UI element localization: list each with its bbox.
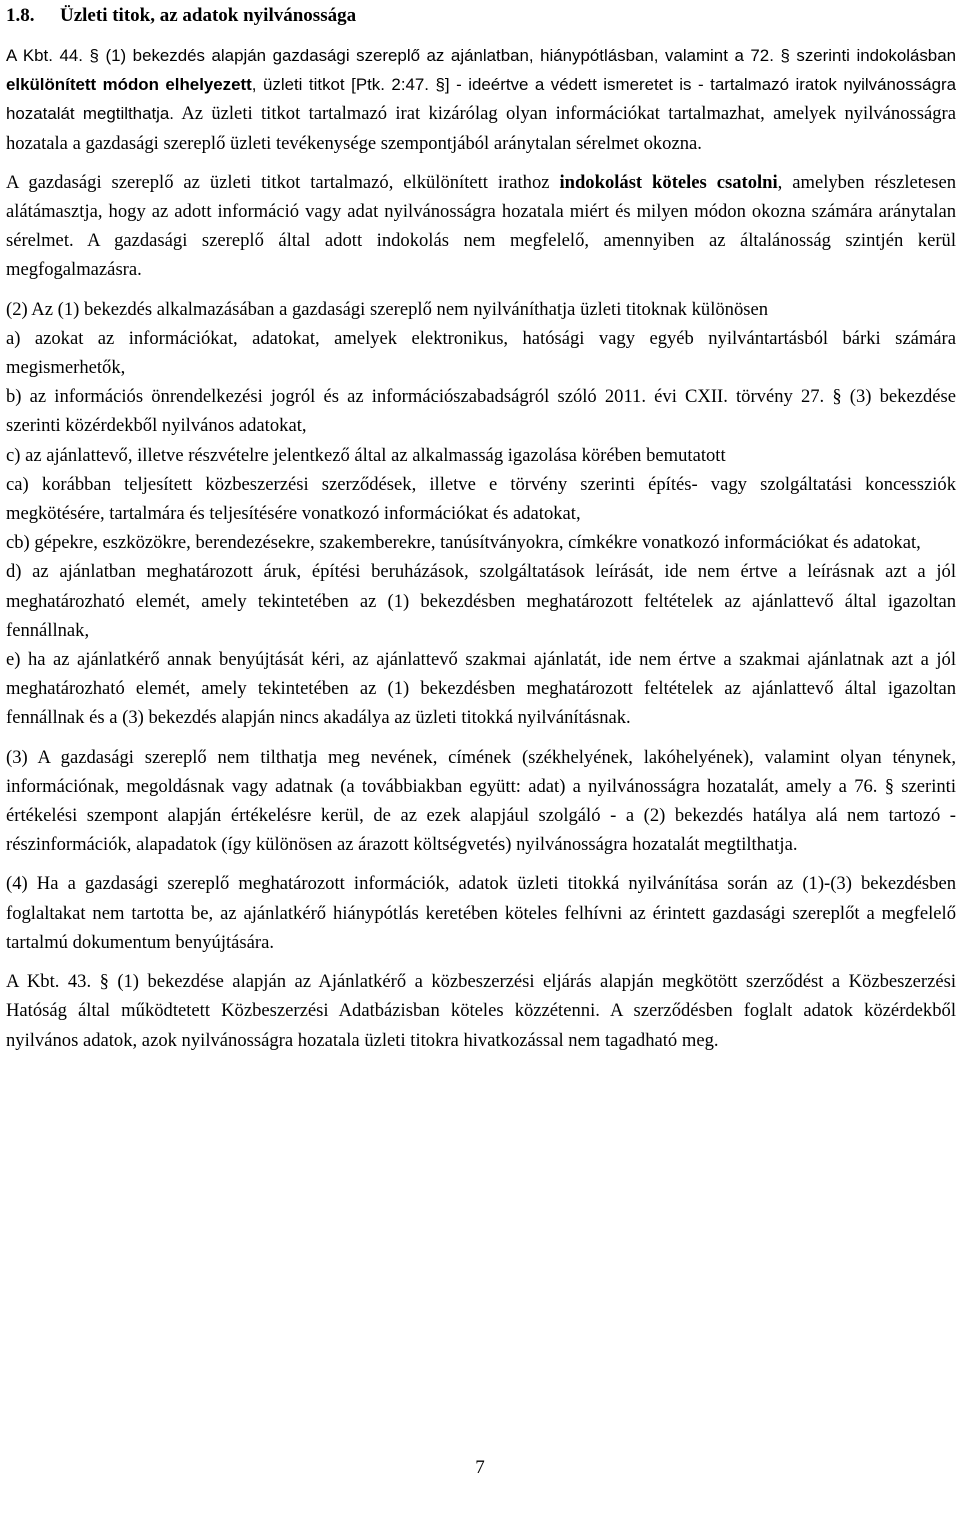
paragraph-indokolas	[6, 168, 956, 285]
document-body	[6, 1, 956, 1055]
list-item-c: c) az ajánlattevő, illetve részvételre jelentkező által az alkalmasság igazolása körében bemutatott	[6, 444, 726, 466]
section-heading	[6, 1, 956, 31]
list-item-ca: ca) korábban teljesített közbeszerzési szerződések, illetve e törvény szerinti építés- vagy szolgáltatási koncessziók megkötésére, tartalmára és teljesítésére vonatkozó információkat és adatokat,	[6, 473, 956, 525]
list-item-cb: cb) gépekre, eszközökre, berendezésekre, szakemberekre, tanúsítványokra, címkékre vonatkozó információkat és adatokat,	[6, 532, 921, 554]
paragraph-3: (3) A gazdasági szereplő nem tilthatja meg nevének, címének (székhelyének, lakóhelyének), valamint olyan ténynek, információnak, megoldásnak vagy adatnak (a továbbiakban együtt: adat) a nyilvánosságra hozatalát, amely a 76. § szerinti értékelési szempont alapján értékelésre kerül, de az ezek alapjául szolgáló - a (2) bekezdés hatálya alá nem tartozó - részinformációk, alapadatok (így különösen az árazott költségvetés) nyilvánosságra hozatalát megtilthatja.	[6, 746, 956, 856]
paragraph-kbt-44	[6, 41, 956, 158]
section-number: 1.8.	[6, 5, 35, 26]
bold-phrase: indokolást köteles csatolni	[559, 171, 778, 193]
page-number: 7	[475, 1457, 485, 1478]
paragraph-text: , amelyben részletesen alátámasztja, hogy az adott információ vagy adat nyilvánosságra hozatala miért és milyen módon okozna számára aránytalan sérelmet. A gazdasági szereplő által adott indokolás nem megfelelő, amennyiben az általánosság szintjén kerül megfogalmazásra.	[6, 171, 957, 281]
list-item-a: a) azokat az információkat, adatokat, amelyek elektronikus, hatósági vagy egyéb nyilvántartásból bárki számára megismerhetők,	[6, 327, 956, 379]
section-title: Üzleti titok, az adatok nyilvánossága	[60, 5, 357, 26]
paragraph-4: (4) Ha a gazdasági szereplő meghatározott információk, adatok üzleti titokká nyilvánítása során az (1)-(3) bekezdésben foglaltakat nem tartotta be, az ajánlatkérő hiánypótlás keretében köteles felhívni az érintett gazdasági szereplőt a megfelelő tartalmú dokumentum benyújtására.	[6, 873, 956, 953]
paragraph-2-list	[6, 295, 956, 733]
paragraph-kbt-43: A Kbt. 43. § (1) bekezdése alapján az Ajánlatkérő a közbeszerzési eljárás alapján megkötött szerződést a Közbeszerzési Hatóság által működtetett Közbeszerzési Adatbázisban köteles közzétenni. A szerződésben foglalt adatok közérdekből nyilvános adatok, azok nyilvánosságra hozatala üzleti titokra hivatkozással nem tagadható meg.	[6, 971, 956, 1051]
list-item-d: d) az ajánlatban meghatározott áruk, építési beruházások, szolgáltatások leírását, ide nem értve a leírásnak azt a jól meghatározható elemét, amely tekintetében az (1) bekezdésben meghatározott feltételek az ajánlattevő által igazoltan fennállnak,	[6, 561, 956, 641]
paragraph-text: A gazdasági szereplő az üzleti titkot tartalmazó, elkülönített irathoz	[6, 171, 560, 193]
paragraph-text: Az üzleti titkot tartalmazó irat kizárólag olyan információkat tartalmazhat, amelyek nyilvánosságra hozatala a gazdasági szereplő üzleti tevékenysége szempontjából aránytalan sérelmet okozna.	[6, 103, 956, 154]
list-intro: (2) Az (1) bekezdés alkalmazásában a gazdasági szereplő nem nyilváníthatja üzleti titoknak különösen	[6, 298, 769, 320]
bold-phrase: elkülönített módon elhelyezett	[6, 75, 252, 95]
paragraph-text: , üzleti titkot [Ptk. 2:47. §] - ideértve a védett ismeretet is - tartalmazó iratok nyilvánosságra hozatalát megtilthatja.	[6, 75, 956, 124]
paragraph-text: A Kbt. 44. § (1) bekezdés alapján gazdasági szereplő az ajánlatban, hiánypótlásban, valamint a 72. § szerinti indokolásban	[6, 46, 956, 65]
list-item-b: b) az információs önrendelkezési jogról és az információszabadságról szóló 2011. évi CXII. törvény 27. § (3) bekezdése szerinti közérdekből nyilvános adatokat,	[6, 386, 956, 437]
list-item-e: e) ha az ajánlatkérő annak benyújtását kéri, az ajánlattevő szakmai ajánlatát, ide nem értve a szakmai ajánlatnak azt a jól meghatározható elemét, amely tekintetében az (1) bekezdésben meghatározott feltételek az ajánlattevő által igazoltan fennállnak és a (3) bekezdés alapján nincs akadálya az üzleti titokká nyilvánításnak.	[6, 649, 956, 729]
